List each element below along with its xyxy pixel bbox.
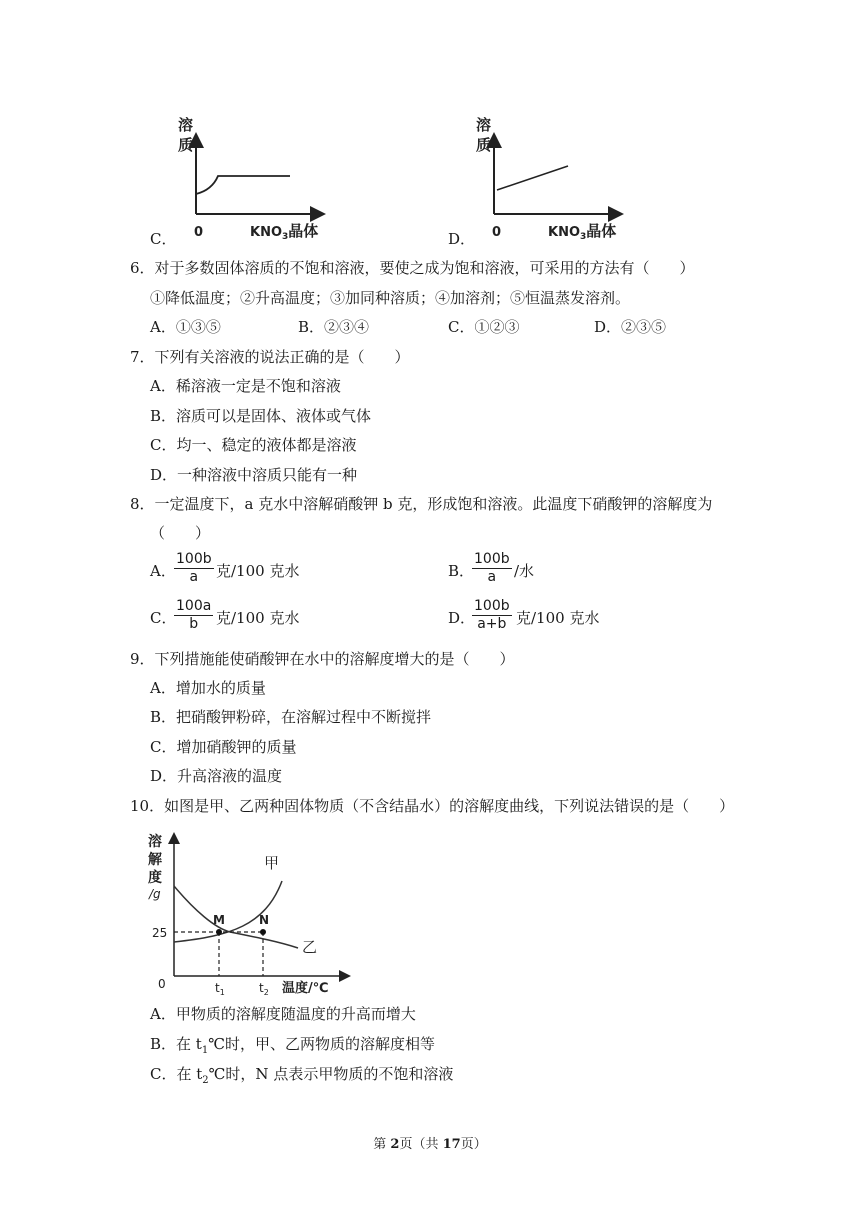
q6-option-a[interactable]: A．①③⑤: [150, 318, 221, 336]
q7-option-b[interactable]: B．溶质可以是固体、液体或气体: [150, 407, 372, 425]
q6-stem: 6．对于多数固体溶质的不饱和溶液，要使之成为饱和溶液，可采用的方法有（ ）: [130, 259, 695, 277]
q10-stem: 10．如图是甲、乙两种固体物质（不含结晶水）的溶解度曲线，下列说法错误的是（ ）: [130, 797, 735, 815]
q8-stem: 8．一定温度下，a 克水中溶解硝酸钾 b 克，形成饱和溶液。此温度下硝酸钾的溶解度为: [130, 495, 713, 513]
q9-option-d[interactable]: D．升高溶液的温度: [150, 767, 283, 785]
graph-c-ylabel: 溶: [178, 116, 194, 134]
q10-option-b[interactable]: B．在 $t_1℃$时，甲、乙两物质的溶解度相等: [150, 1035, 435, 1056]
q9-option-b[interactable]: B．把硝酸钾粉碎，在溶解过程中不断搅拌: [150, 708, 432, 726]
q10-option-c[interactable]: C．在 $t_2℃$时，N 点表示甲物质的不饱和溶液: [150, 1065, 454, 1086]
graph-c-origin: 0: [194, 225, 204, 240]
svg-text:度: 度: [148, 870, 162, 886]
q7-option-c[interactable]: C．均一、稳定的液体都是溶液: [150, 436, 357, 454]
graph-d-xlabel: $KNO_3$晶体: [548, 222, 617, 242]
svg-text:质: 质: [178, 136, 194, 154]
t1-label: $t_1$: [215, 981, 225, 997]
svg-text:质: 质: [476, 136, 492, 154]
label-n: N: [259, 913, 270, 927]
q9-stem: 9．下列措施能使硝酸钾在水中的溶解度增大的是（ ）: [130, 650, 515, 668]
graph-d-label: D．: [448, 230, 476, 248]
svg-text:解: 解: [148, 852, 162, 868]
point-n: [260, 929, 266, 935]
q6-option-d[interactable]: D．②③⑤: [594, 318, 667, 336]
q7-option-d[interactable]: D．一种溶液中溶质只能有一种: [150, 466, 358, 484]
curve-jia-label: 甲: [264, 854, 280, 872]
svg-text:溶: 溶: [148, 834, 162, 850]
label-m: M: [213, 913, 225, 927]
q9-option-a[interactable]: A．增加水的质量: [150, 679, 266, 697]
q9-option-c[interactable]: C．增加硝酸钾的质量: [150, 738, 297, 756]
graph-c-xlabel: $KNO_3$晶体: [250, 222, 319, 242]
page-footer: 第 2页（共 17页）: [373, 1137, 487, 1152]
origin-label: 0: [158, 977, 166, 991]
y-tick-25: 25: [152, 926, 168, 940]
t2-label: $t_2$: [259, 981, 269, 997]
q7-stem: 7．下列有关溶液的说法正确的是（ ）: [130, 348, 410, 366]
point-m: [216, 929, 222, 935]
graph-c: [150, 110, 350, 250]
q6-methods: ①降低温度；②升高温度；③加同种溶质；④加溶剂；⑤恒温蒸发溶剂。: [150, 289, 631, 307]
solubility-graph: [140, 826, 370, 1001]
graph-d: [448, 110, 648, 250]
q7-option-a[interactable]: A．稀溶液一定是不饱和溶液: [150, 377, 341, 395]
q6-option-c[interactable]: C．①②③: [448, 318, 520, 336]
svg-text:/g: /g: [149, 887, 161, 901]
q8-stem-paren: （ ）: [150, 524, 211, 542]
graph-d-ylabel: 溶: [476, 116, 492, 134]
graph-d-origin: 0: [492, 225, 502, 240]
q6-option-b[interactable]: B．②③④: [298, 318, 370, 336]
graph-c-label: C．: [150, 230, 177, 248]
curve-yi-label: 乙: [302, 938, 318, 956]
x-axis-label: 温度/℃: [282, 981, 329, 996]
q10-option-a[interactable]: A．甲物质的溶解度随温度的升高而增大: [150, 1005, 416, 1023]
